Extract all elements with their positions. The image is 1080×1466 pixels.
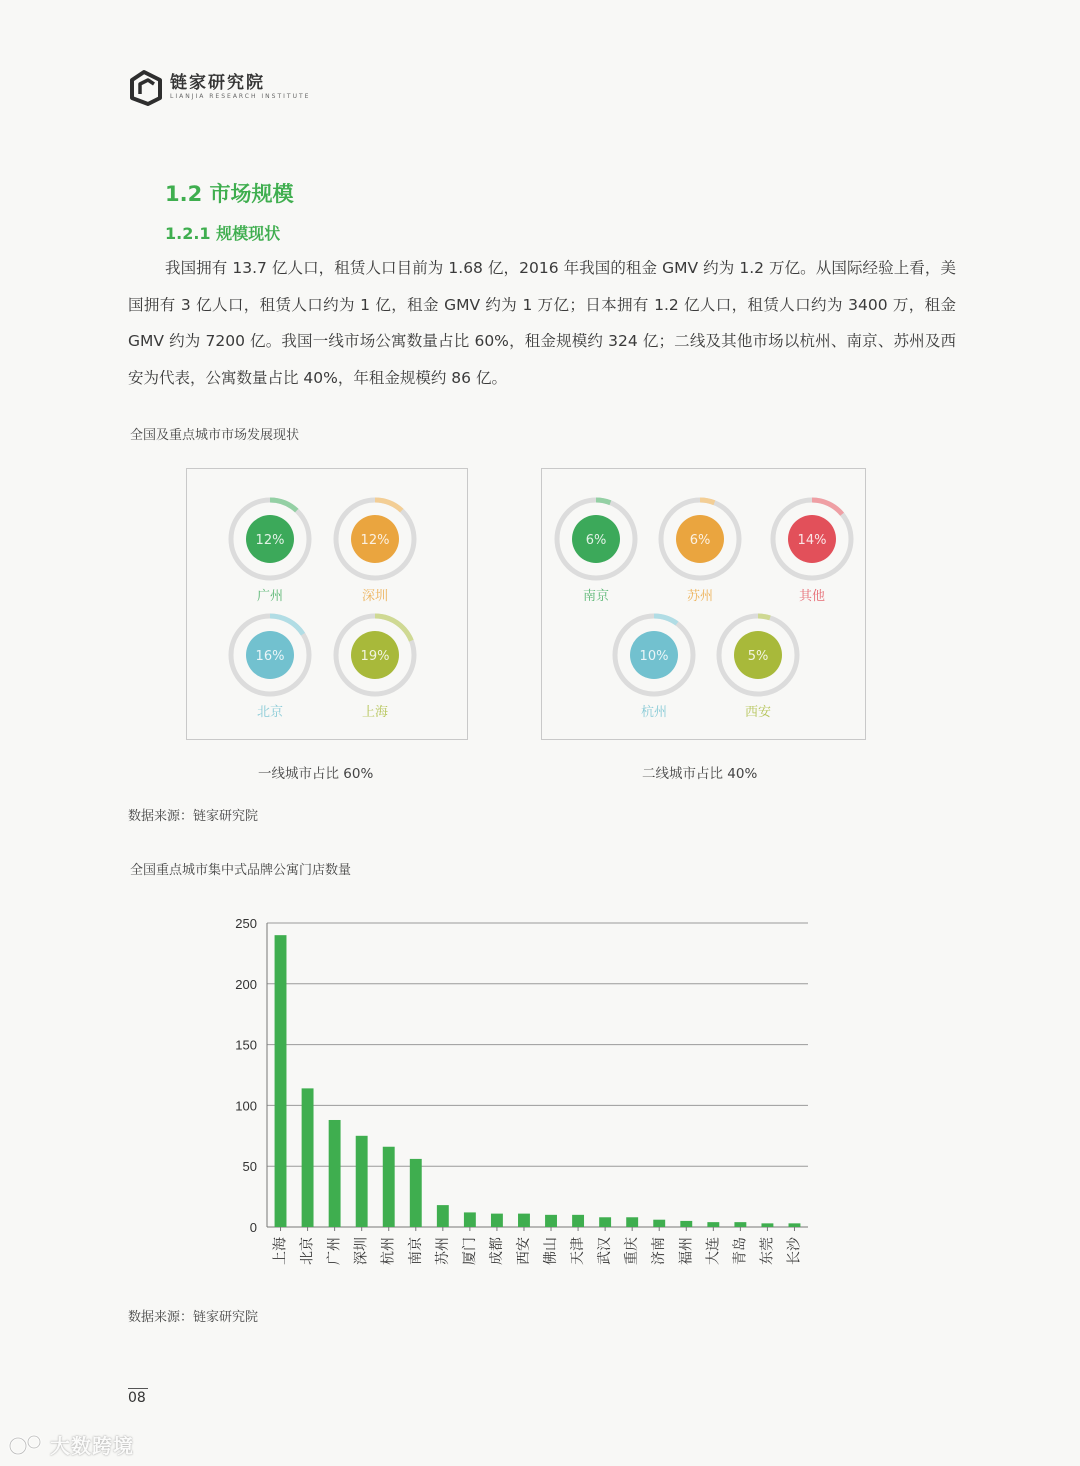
x-tick-label: 北京: [299, 1237, 316, 1265]
bar-西安: [518, 1214, 530, 1227]
donut-value-label: 16%: [255, 649, 285, 664]
figure1-caption: 全国及重点城市市场发展现状: [130, 428, 300, 443]
y-tick-label: 0: [249, 1220, 257, 1235]
donut-tier2-5: [715, 612, 801, 698]
tier1-label: 一线城市占比 60%: [258, 766, 374, 782]
donut-city-label: 北京: [256, 705, 283, 720]
x-tick-label: 福州: [678, 1237, 695, 1265]
bar-济南: [653, 1220, 665, 1227]
x-tick-label: 南京: [407, 1237, 424, 1265]
bar-上海: [275, 935, 287, 1227]
bar-北京: [302, 1088, 314, 1227]
bar-广州: [329, 1120, 341, 1227]
donut-city-label: 苏州: [686, 589, 713, 604]
section-title: 1.2 市场规模: [165, 182, 294, 206]
page-number-rule: [128, 1388, 148, 1389]
bar-厦门: [464, 1212, 476, 1227]
x-tick-label: 广州: [326, 1237, 343, 1265]
donut-tier1-3: [227, 612, 313, 698]
x-tick-label: 上海: [272, 1237, 289, 1265]
figure1-source: 数据来源：链家研究院: [128, 809, 259, 824]
bar-成都: [491, 1214, 503, 1227]
bar-长沙: [789, 1223, 801, 1227]
figure2-source: 数据来源：链家研究院: [128, 1310, 259, 1325]
donut-value-label: 6%: [585, 533, 607, 548]
donut-city-label: 广州: [256, 589, 283, 604]
donut-tier2-4: [611, 612, 697, 698]
watermark: [8, 1430, 134, 1459]
x-tick-label: 青岛: [732, 1237, 749, 1265]
y-tick-label: 150: [235, 1037, 257, 1053]
donut-tier1-2: [332, 496, 418, 582]
y-tick-label: 50: [242, 1159, 257, 1175]
bar-天津: [572, 1215, 584, 1227]
body-paragraph: 我国拥有 13.7 亿人口，租赁人口目前为 1.68 亿，2016 年我国的租金 GMV 约为 1.2 万亿。从国际经验上看，美国拥有 3 亿人口，租赁人口约为 1 亿，租金 GMV 约为 1 万亿；日本拥有 1.2 亿人口，租赁人口约为 3400 万，租金 GMV 约为 7200 亿。我国一线市场公寓数量占比 60%，租金规模约 324 亿；二线及其他市场以杭州、南京、苏州及西安为代表，公寓数量占比 40%，年租金规模约 86 亿。: [128, 259, 956, 387]
donut-value-label: 12%: [255, 533, 285, 548]
bar-南京: [410, 1159, 422, 1227]
page-number: 08: [128, 1390, 146, 1406]
bar-青岛: [734, 1222, 746, 1227]
y-tick-label: 250: [235, 916, 257, 931]
tier2-label: 二线城市占比 40%: [642, 766, 758, 782]
y-tick-label: 100: [235, 1098, 257, 1114]
logo-subtext: LIANJIA RESEARCH INSTITUTE: [170, 93, 311, 100]
x-tick-label: 杭州: [380, 1237, 397, 1265]
bar-佛山: [545, 1215, 557, 1227]
x-tick-label: 大连: [705, 1237, 722, 1265]
watermark-logo-icon: [8, 1432, 46, 1458]
donut-value-label: 6%: [689, 533, 711, 548]
donut-city-label: 上海: [361, 705, 388, 720]
logo-mark-icon: [128, 68, 164, 106]
x-tick-label: 天津: [570, 1237, 587, 1265]
donut-value-label: 19%: [360, 649, 390, 664]
donut-city-label: 杭州: [640, 705, 667, 720]
logo: [128, 68, 310, 106]
x-tick-label: 深圳: [353, 1237, 370, 1265]
donut-city-label: 西安: [744, 705, 771, 720]
donut-city-label: 南京: [582, 589, 609, 604]
x-tick-label: 济南: [651, 1237, 668, 1265]
watermark-text: 大数跨境: [50, 1434, 134, 1458]
figure2-caption: 全国重点城市集中式品牌公寓门店数量: [130, 863, 352, 878]
logo-text: 链家研究院: [170, 73, 265, 93]
bar-重庆: [626, 1217, 638, 1227]
bar-大连: [707, 1222, 719, 1227]
x-tick-label: 武汉: [597, 1237, 614, 1265]
x-tick-label: 重庆: [624, 1237, 641, 1265]
bar-苏州: [437, 1205, 449, 1227]
bar-福州: [680, 1221, 692, 1227]
x-tick-label: 佛山: [543, 1237, 560, 1265]
x-tick-label: 苏州: [434, 1237, 451, 1265]
bar-深圳: [356, 1136, 368, 1227]
donut-value-label: 12%: [360, 533, 390, 548]
section-subtitle: 1.2.1 规模现状: [165, 224, 281, 243]
donut-tier1-4: [332, 612, 418, 698]
donut-city-label: 深圳: [361, 589, 388, 604]
x-tick-label: 长沙: [786, 1237, 803, 1265]
donut-tier2-2: [657, 496, 743, 582]
bar-东莞: [761, 1223, 773, 1227]
bar-chart: [215, 905, 825, 1285]
x-tick-label: 东莞: [759, 1237, 776, 1265]
donut-tier2-1: [553, 496, 639, 582]
donut-value-label: 5%: [747, 649, 769, 664]
y-tick-label: 200: [235, 976, 257, 992]
bar-杭州: [383, 1147, 395, 1227]
x-tick-label: 成都: [488, 1237, 505, 1265]
donut-tier2-3: [769, 496, 855, 582]
x-tick-label: 厦门: [461, 1237, 478, 1265]
donut-value-label: 10%: [639, 649, 669, 664]
bar-武汉: [599, 1217, 611, 1227]
x-tick-label: 西安: [515, 1237, 532, 1265]
donut-city-label: 其他: [798, 589, 825, 604]
donut-tier1-1: [227, 496, 313, 582]
donut-value-label: 14%: [797, 533, 827, 548]
